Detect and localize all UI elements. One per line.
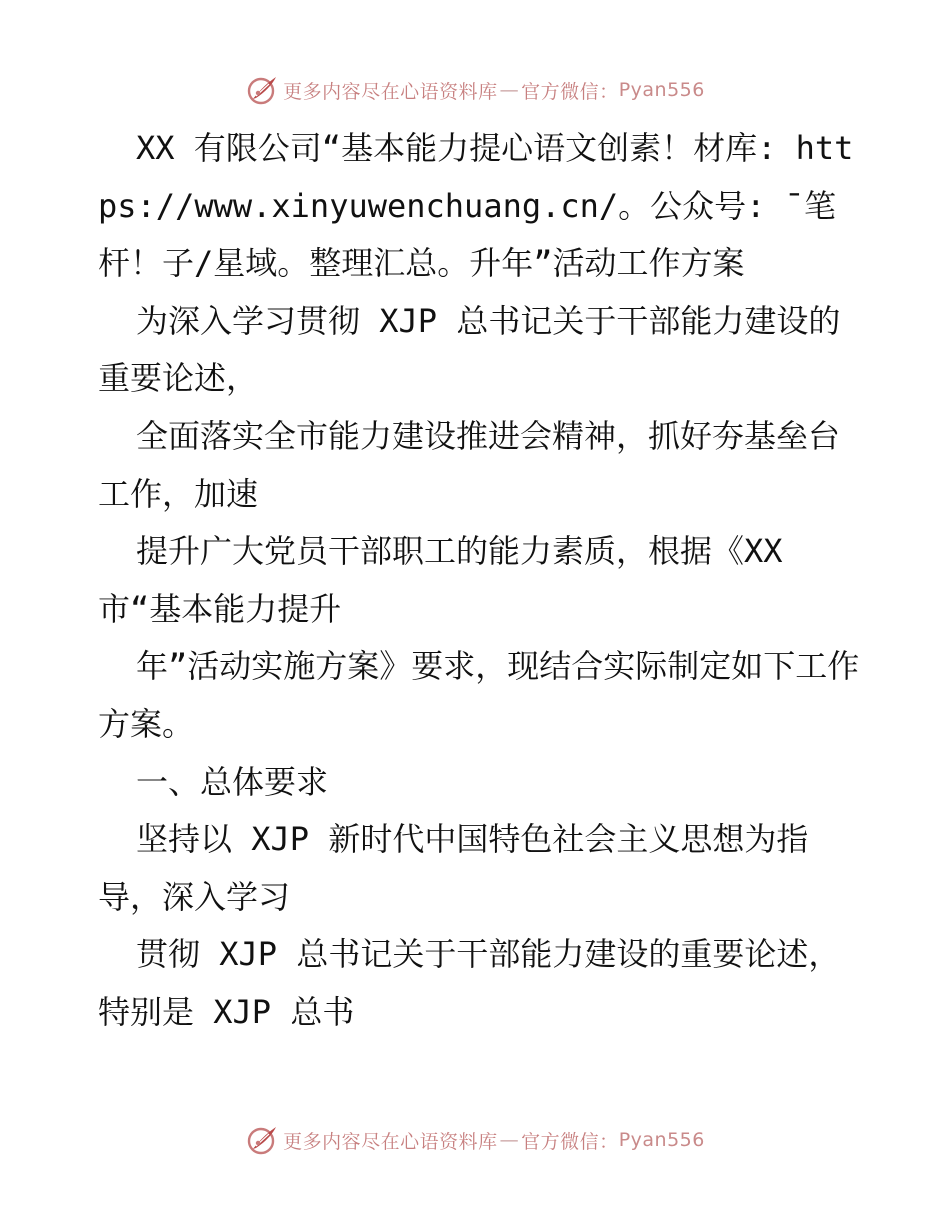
body-paragraph: 坚持以 XJP 新时代中国特色社会主义思想为指导，深入学习: [98, 820, 809, 916]
watermark-id: Pyan556: [618, 79, 705, 101]
title-paragraph: XX 有限公司“基本能力提心语文创素！材库: https://www.xinyuwenchuang.cn/。公众号: ¯笔杆！子/星域。整理汇总。升年”活动工作方案: [98, 129, 854, 283]
watermark-separator: —: [499, 79, 520, 101]
body-paragraph: 为深入学习贯彻 XJP 总书记关于干部能力建设的重要论述，: [98, 301, 841, 398]
header-watermark: [0, 73, 950, 107]
body-paragraph: 全面落实全市能力建设推进会精神，抓好夯基垒台工作，加速: [98, 416, 841, 513]
watermark-contact: 官方微信：: [521, 1130, 619, 1153]
document-body: [98, 120, 868, 1042]
watermark-text: 更多内容尽在心语资料库: [283, 1130, 498, 1153]
section-heading: 一、总体要求: [136, 762, 329, 801]
body-paragraph: 提升广大党员干部职工的能力素质，根据《XX 市“基本能力提升: [98, 532, 783, 628]
body-paragraph: 贯彻 XJP 总书记关于干部能力建设的重要论述，特别是 XJP 总书: [98, 935, 841, 1031]
watermark-separator: —: [499, 1129, 520, 1151]
watermark-id: Pyan556: [618, 1129, 705, 1151]
body-paragraph: 年”活动实施方案》要求，现结合实际制定如下工作方案。: [98, 647, 860, 743]
footer-watermark: [0, 1123, 950, 1157]
feather-quill-logo-icon: [245, 1123, 279, 1157]
watermark-contact: 官方微信：: [521, 80, 619, 103]
watermark-text: 更多内容尽在心语资料库: [283, 80, 498, 103]
feather-quill-logo-icon: [245, 73, 279, 107]
